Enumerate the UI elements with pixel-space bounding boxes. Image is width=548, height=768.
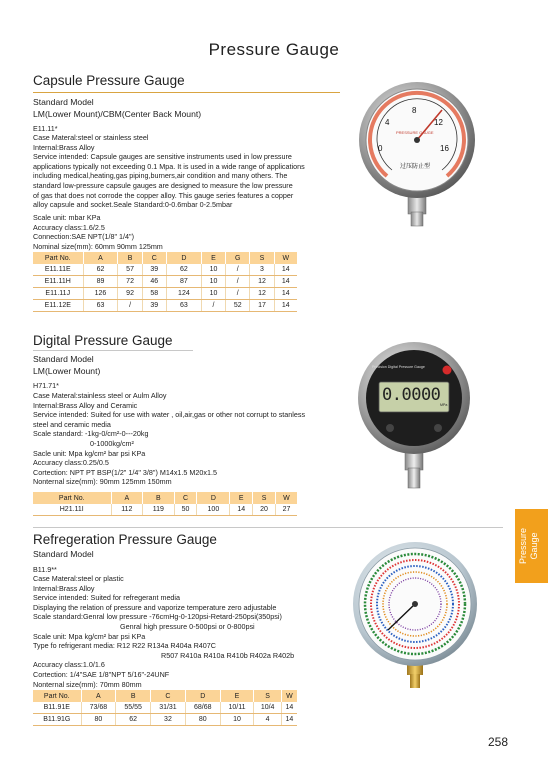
table-cell: 57 <box>118 264 142 276</box>
digital-spec-table <box>33 492 297 516</box>
digital-mount: LM(Lower Mount) <box>33 366 101 376</box>
refrig-line: Service intended: Suited for refregerant media <box>33 593 181 603</box>
table-header: W <box>281 690 297 702</box>
table-cell: 62 <box>166 264 201 276</box>
digital-code: H71.71* <box>33 381 59 390</box>
table-header: C <box>151 690 186 702</box>
capsule-line: Case Materal:steel or stainless steel <box>33 133 149 142</box>
table-header: A <box>111 492 143 504</box>
table-cell: 10/11 <box>220 702 254 714</box>
digital-line: Nonternal size(mm): 90mm 125mm 150mm <box>33 477 172 487</box>
table-cell: / <box>201 300 225 312</box>
table-cell: 32 <box>151 714 186 726</box>
refrig-line: Nonternal size(mm): 70mm 80mm <box>33 679 142 689</box>
table-cell: 80 <box>185 714 220 726</box>
table-cell: 10 <box>220 714 254 726</box>
table-cell: B11.91E <box>33 702 81 714</box>
capsule-spec-line: Accuracy class:1.6/2.5 <box>33 222 105 232</box>
table-cell: 73/68 <box>81 702 116 714</box>
refrig-description <box>33 574 294 689</box>
gauge-number: 0 <box>378 144 383 153</box>
table-cell: 14 <box>281 702 297 714</box>
capsule-line: Service intended: Capsule gauges are sensitive instruments used in low pressure <box>33 152 292 162</box>
digital-line: Cortection: NPT PT BSP(1/2" 1/4" 3/8") M14x1.5 M20x1.5 <box>33 467 217 477</box>
table-cell: 14 <box>274 300 297 312</box>
digital-section-title: Digital Pressure Gauge <box>33 333 173 348</box>
capsule-spec-line: Connection:SAE NPT(1/8" 1/4") <box>33 232 134 242</box>
gauge-number: 16 <box>440 144 449 153</box>
table-header: E <box>230 492 253 504</box>
refrig-gauge-image <box>340 540 490 690</box>
table-header: D <box>166 252 201 264</box>
refrig-line: Internal:Brass Alloy <box>33 583 95 593</box>
capsule-line: Internal:Brass Alloy <box>33 142 95 152</box>
table-header: E <box>201 252 225 264</box>
table-cell: 50 <box>174 504 197 516</box>
table-header: S <box>253 492 276 504</box>
table-cell: 39 <box>142 264 166 276</box>
table-cell: E11.11H <box>33 276 83 288</box>
capsule-line: of gas that does not corrode the copper alloy. This gauge series features a copper <box>33 190 294 200</box>
table-cell: 80 <box>81 714 116 726</box>
capsule-code: E11.11* <box>33 124 58 133</box>
digital-line: Sacle unit: Mpa kg/cm² bar psi KPa <box>33 448 146 458</box>
capsule-specs <box>33 213 163 251</box>
gauge-brand: PRESSURE GAUGE <box>396 130 434 135</box>
refrig-line: Case Materal:steel or plastic <box>33 574 124 583</box>
table-row <box>33 288 297 300</box>
page-number: 258 <box>487 735 508 749</box>
table-header: C <box>174 492 197 504</box>
table-cell: 20 <box>253 504 276 516</box>
table-cell: 14 <box>274 288 297 300</box>
table-header: A <box>81 690 116 702</box>
table-cell: 17 <box>250 300 274 312</box>
table-cell: B11.91G <box>33 714 81 726</box>
gauge-face-label: 过压防止型 <box>400 164 431 170</box>
table-header: Part No. <box>33 252 83 264</box>
table-cell: 46 <box>142 276 166 288</box>
digital-line: Service intended: Suited for use with water , oil,air,gas or other not corrupt to stanless <box>33 410 306 420</box>
table-cell: 14 <box>274 276 297 288</box>
table-cell: 126 <box>83 288 118 300</box>
table-header: B <box>118 252 142 264</box>
capsule-line: including medical,heating,gas piping,burners,air condition and many others. The <box>33 171 288 181</box>
capsule-standard-model: Standard Model <box>33 97 94 107</box>
table-cell: 89 <box>83 276 118 288</box>
table-header: E <box>220 690 254 702</box>
digital-line: 0-1000kg/cm² <box>90 438 134 448</box>
digital-reading-unit: MPa <box>440 403 448 407</box>
digital-reading: 0.0000 <box>382 385 441 405</box>
capsule-gauge-face-text <box>376 98 458 188</box>
table-header: A <box>83 252 118 264</box>
refrig-spec-table <box>33 690 297 726</box>
table-header: D <box>197 492 230 504</box>
table-cell: 10 <box>201 288 225 300</box>
side-tab-line: Pressure <box>518 528 528 565</box>
table-cell: 14 <box>281 714 297 726</box>
refrig-line: Genral high pressure 0-500psi or 0-800psi <box>120 621 255 631</box>
digital-standard-model: Standard Model <box>33 354 94 364</box>
table-cell: E11.12E <box>33 300 83 312</box>
table-row <box>33 504 297 516</box>
capsule-spec-table <box>33 252 297 312</box>
digital-display-header: Precision Digital Pressure Gauge <box>372 365 425 369</box>
capsule-line: alloy capsule and socket.Seale Standard:0-0.6mbar 0-2.5mbar <box>33 200 233 210</box>
table-header: B <box>143 492 175 504</box>
table-cell: / <box>226 264 250 276</box>
table-cell: 100 <box>197 504 230 516</box>
side-tab-label <box>518 513 540 579</box>
table-cell: 31/31 <box>151 702 186 714</box>
capsule-section-title: Capsule Pressure Gauge <box>33 73 185 88</box>
digital-line: steel and ceramic media <box>33 419 111 429</box>
digital-line: Case Materal:stainless steel or Aulm Alloy <box>33 391 167 400</box>
refrig-line: R507 R410a R410a R410b R402a R402b <box>161 650 295 660</box>
digital-line: Scale standard: -1kg-0/cm²-0---20kg <box>33 429 149 439</box>
refrig-code: B11.9** <box>33 565 57 574</box>
refrig-section-title: Refregeration Pressure Gauge <box>33 532 217 547</box>
table-header-row <box>33 492 297 504</box>
refrig-line: Type fo refrigerant media: R12 R22 R134a R404a R407C <box>33 641 216 651</box>
refrig-line: Scale standard:Genral low pressure -76cmHg-0-120psi-Retard-250psi(350psi) <box>33 612 282 622</box>
table-row <box>33 264 297 276</box>
table-cell: 58 <box>142 288 166 300</box>
digital-description <box>33 391 305 487</box>
gauge-number: 4 <box>385 118 390 127</box>
table-header: C <box>142 252 166 264</box>
table-cell: / <box>226 276 250 288</box>
table-cell: 62 <box>83 264 118 276</box>
table-cell: 10 <box>201 276 225 288</box>
table-header: Part No. <box>33 492 111 504</box>
table-cell: 63 <box>166 300 201 312</box>
table-row <box>33 702 297 714</box>
page-title: Pressure Gauge <box>208 40 340 59</box>
table-row <box>33 300 297 312</box>
table-header: G <box>226 252 250 264</box>
table-header: Part No. <box>33 690 81 702</box>
capsule-spec-line: Nominal size(mm): 60mm 90mm 125mm <box>33 241 163 251</box>
table-cell: 92 <box>118 288 142 300</box>
table-cell: 4 <box>254 714 281 726</box>
side-tab-line: Gauge <box>529 532 539 560</box>
table-header: W <box>275 492 297 504</box>
table-cell: 12 <box>250 288 274 300</box>
gauge-number: 8 <box>412 106 417 115</box>
table-cell: 39 <box>142 300 166 312</box>
side-section-tab <box>515 509 548 583</box>
table-cell: 52 <box>226 300 250 312</box>
table-header: B <box>116 690 151 702</box>
table-row <box>33 276 297 288</box>
table-cell: 3 <box>250 264 274 276</box>
table-cell: 62 <box>116 714 151 726</box>
table-cell: / <box>118 300 142 312</box>
refrig-line: Displaying the relation of pressure and vaporize temperature zero adjustable <box>33 602 277 612</box>
refrig-line: Accuracy class:1.0/1.6 <box>33 660 105 670</box>
capsule-description <box>33 133 305 210</box>
table-cell: E11.11J <box>33 288 83 300</box>
digital-title-rule <box>33 350 193 351</box>
refrig-standard-model: Standard Model <box>33 549 94 559</box>
digital-line: Accuracy class:0.25/0.5 <box>33 458 109 468</box>
table-header-row <box>33 252 297 264</box>
table-row <box>33 714 297 726</box>
table-cell: 72 <box>118 276 142 288</box>
table-cell: 124 <box>166 288 201 300</box>
table-cell: H21.11I <box>33 504 111 516</box>
table-cell: 112 <box>111 504 143 516</box>
table-cell: 10/4 <box>254 702 281 714</box>
gauge-number: 12 <box>434 118 443 127</box>
table-header-row <box>33 690 297 702</box>
table-cell: 68/68 <box>185 702 220 714</box>
table-cell: 12 <box>250 276 274 288</box>
table-cell: 63 <box>83 300 118 312</box>
digital-line: Internal:Brass Alloy and Ceramic <box>33 400 138 410</box>
refrig-line: Scale unit: Mpa kg/cm² bar psi KPa <box>33 631 146 641</box>
table-header: D <box>185 690 220 702</box>
refrig-section-rule <box>33 527 503 528</box>
table-cell: E11.11E <box>33 264 83 276</box>
refrig-line: Cortection: 1/4"SAE 1/8"NPT 5/16"-24UNF <box>33 669 170 679</box>
capsule-title-rule <box>33 92 340 93</box>
table-cell: 119 <box>143 504 175 516</box>
table-cell: 27 <box>275 504 297 516</box>
table-cell: 14 <box>230 504 253 516</box>
table-header: W <box>274 252 297 264</box>
table-header: S <box>254 690 281 702</box>
capsule-line: standard low-pressure capsule gauges are designed to measure the low pressure <box>33 180 293 190</box>
capsule-spec-line: Scale unit: mbar KPa <box>33 213 101 222</box>
table-header: S <box>250 252 274 264</box>
capsule-line: applications typically not exceeding 0.1 Mpa. It is used in a wide range of applications <box>33 161 305 171</box>
table-cell: 10 <box>201 264 225 276</box>
table-cell: 14 <box>274 264 297 276</box>
table-cell: 87 <box>166 276 201 288</box>
table-cell: / <box>226 288 250 300</box>
table-cell: 55/55 <box>116 702 151 714</box>
capsule-mount: LM(Lower Mount)/CBM(Center Back Mount) <box>33 109 202 119</box>
